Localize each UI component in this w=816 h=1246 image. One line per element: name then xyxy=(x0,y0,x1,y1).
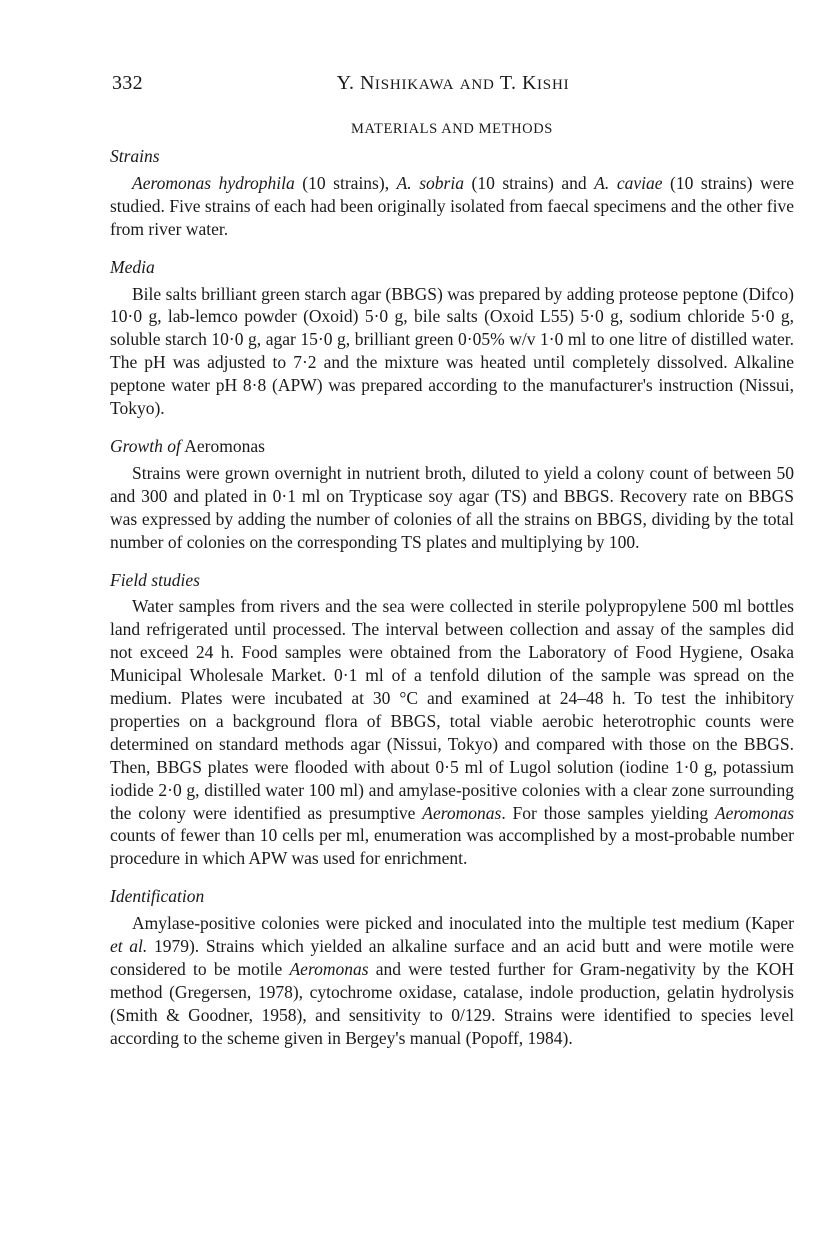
field-studies-section xyxy=(110,569,794,871)
author-2-rest: ISHI xyxy=(537,77,570,93)
and-word: AND xyxy=(459,77,495,93)
text-run: Water samples from rivers and the sea were collected in sterile polypropylene 500 ml bottles land refrigerated until processed. The interval between collection and assay of the samples did not exceed 24 h. Food samples were obtained from the Laboratory of Food Hygiene, Osaka Municipal Wholesale Market. 0·1 ml of a tenfold dilution of the sample was spread on the medium. Plates were incubated at 30 °C and examined at 24–48 h. To test the inhibitory properties on a background flora of BBGS, total viable aerobic heterotrophic counts were determined on standard methods agar (Nissui, Tokyo) and compared with those on the BBGS. Then, BBGS plates were flooded with about 0·5 ml of Lugol solution (iodine 1·0 g, potassium iodide 2·0 g, distilled water 100 ml) and amylase-positive colonies with a clear zone surrounding the colony were identified as presumptive xyxy=(110,596,794,823)
citation-et-al: et al. xyxy=(110,936,148,957)
text-run: and were tested further for Gram-negativity by the KOH method (Gregersen, 1978), cytochrome oxidase, catalase, indole production, gelatin hydrolysis (Smith & Goodner, 1958), and sensitivity to 0/129. Strains were identified to species level according to the scheme given in Bergey's manual (Popoff, 1984). xyxy=(110,959,794,1048)
author-2-initial: T. K xyxy=(499,72,538,94)
media-heading: Media xyxy=(110,256,155,277)
author-1-initial: Y. N xyxy=(336,72,375,94)
growth-heading xyxy=(110,435,794,458)
text-run: (10 strains), xyxy=(294,172,397,193)
strains-section xyxy=(110,145,794,241)
species-name: Aeromonas xyxy=(422,802,502,823)
strains-paragraph xyxy=(110,172,794,241)
media-section xyxy=(110,256,794,420)
field-studies-heading: Field studies xyxy=(110,569,200,590)
text-run: (10 strains) were studied. Five strains of each had been originally isolated from faecal specimens and the other five from river water. xyxy=(110,172,794,239)
author-1-rest: ISHIKAWA xyxy=(374,77,455,93)
species-name: Aeromonas xyxy=(714,802,795,823)
text-run: counts of fewer than 10 cells per ml, enumeration was accomplished by a most-probable number procedure in which APW was used for enrichment. xyxy=(110,825,794,869)
heading-italic-part: Growth of xyxy=(110,435,181,456)
text-run: (10 strains) and xyxy=(463,172,595,193)
growth-section xyxy=(110,435,794,554)
text-run: Amylase-positive colonies were picked and inoculated into the multiple test medium (Kaper xyxy=(132,913,794,934)
text-run: 1979). Strains which yielded an alkaline surface and an acid butt and were motile were considered to be motile xyxy=(110,936,794,979)
text-run: . For those samples yielding xyxy=(501,802,715,823)
species-name: Aeromonas hydrophila xyxy=(132,172,295,193)
growth-paragraph: Strains were grown overnight in nutrient broth, diluted to yield a colony count of between 50 and 300 and plated in 0·1 ml on Trypticase soy agar (TS) and BBGS. Recovery rate on BBGS was expressed by adding the number of colonies of all the strains on BBGS, dividing by the total number of colonies on the corresponding TS plates and multiplying by 100. xyxy=(110,462,794,552)
media-paragraph: Bile salts brilliant green starch agar (BBGS) was prepared by adding proteose peptone (Difco) 10·0 g, lab-lemco powder (Oxoid) 5·0 g, bile salts (Oxoid L55) 5·0 g, sodium chloride 5·0 g, soluble starch 10·0 g, agar 15·0 g, brilliant green 0·05% w/v 1·0 ml to one litre of distilled water. The pH was adjusted to 7·2 and the mixture was heated until completely dissolved. Alkaline peptone water pH 8·8 (APW) was prepared according to the manufacturer's instruction (Nissui, Tokyo). xyxy=(110,283,794,419)
running-head-authors xyxy=(112,72,794,95)
heading-roman-part: Aeromonas xyxy=(180,435,265,456)
species-name: Aeromonas xyxy=(289,959,369,979)
identification-section xyxy=(110,885,794,1049)
running-head xyxy=(112,72,794,102)
species-name: A. caviae xyxy=(594,172,663,193)
strains-heading: Strains xyxy=(110,146,160,166)
page-number: 332 xyxy=(112,72,143,94)
identification-paragraph xyxy=(110,912,794,1049)
identification-heading: Identification xyxy=(110,886,205,907)
section-title: MATERIALS AND METHODS xyxy=(351,121,553,137)
body-text xyxy=(110,118,794,1065)
field-studies-paragraph xyxy=(110,595,794,870)
species-name: A. sobria xyxy=(396,172,464,193)
